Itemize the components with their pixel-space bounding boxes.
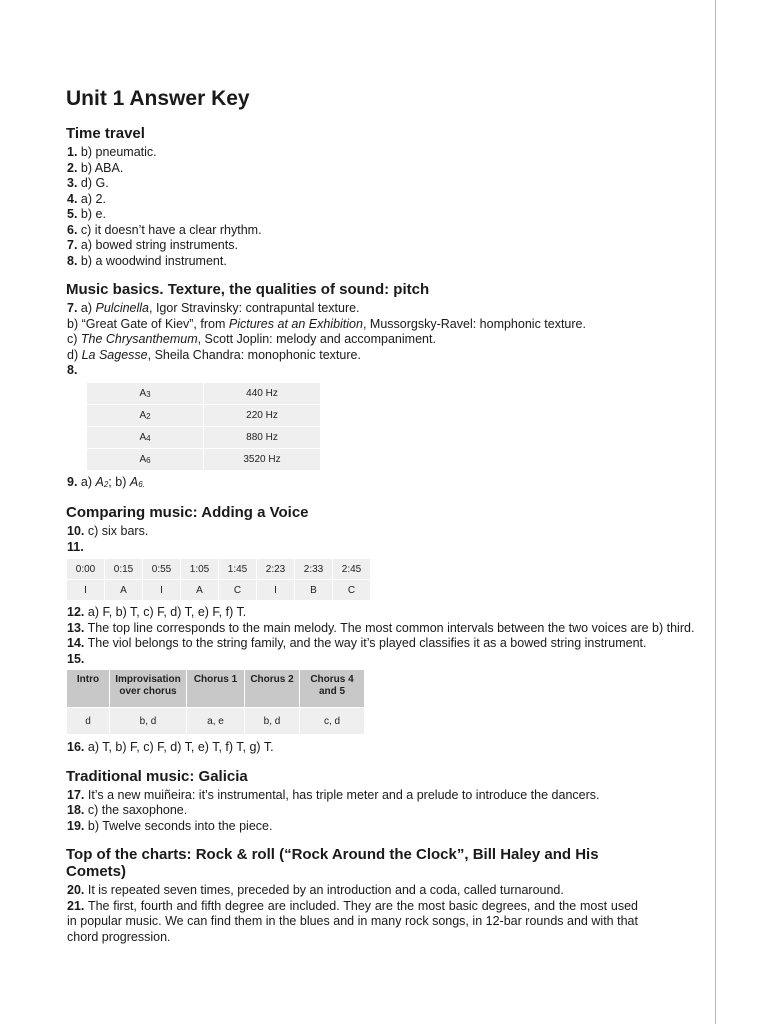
form-header-cell: Chorus 2 [245, 670, 299, 707]
section-heading-music-basics: Music basics. Texture, the qualities of sound: pitch [66, 281, 430, 298]
answer-16 [66, 740, 711, 756]
answer-text: c) the saxophone. [84, 803, 188, 817]
answer-text: , Igor Stravinsky: contrapuntal texture. [149, 301, 360, 315]
answer-number: 21. [67, 898, 85, 913]
answer-item [66, 899, 638, 946]
answer-number: 3. [67, 176, 78, 190]
form-header-cell: Improvisation over chorus [110, 670, 186, 707]
form-header-cell: Chorus 4 and 5 [300, 670, 364, 707]
answer-text: b) pneumatic. [77, 145, 157, 159]
time-cell: 2:45 [333, 559, 370, 579]
answer-text: a) [77, 301, 96, 315]
answer-12 [66, 605, 711, 621]
answer-item [66, 192, 711, 208]
answer-number: 5. [67, 207, 78, 221]
form-value-cell: c, d [300, 708, 364, 734]
answer-number: 1. [67, 145, 78, 159]
answer-text: b) “Great Gate of Kiev”, from [67, 316, 229, 331]
answer-item [66, 238, 711, 254]
time-cell: 2:23 [257, 559, 294, 579]
pitch-row [87, 383, 320, 404]
answer-number: 6. [67, 222, 78, 237]
answer-number: 14. [67, 636, 85, 650]
answer-number: 11. [67, 539, 84, 554]
answer-10 [66, 524, 711, 540]
pitch-note-cell [87, 449, 203, 470]
time-cell: 1:05 [181, 559, 218, 579]
answer-number: 9. [67, 474, 78, 489]
sections-row [67, 580, 370, 600]
answer-item [66, 161, 711, 177]
answer-text: b) a woodwind instrument. [77, 253, 227, 268]
section-cell: A [105, 580, 142, 600]
answer-9 [66, 475, 711, 493]
form-header-cell: Intro [67, 670, 109, 707]
answer-number: 17. [67, 787, 85, 802]
answer-text: a) bowed string instruments. [77, 238, 238, 252]
form-header-row [67, 670, 364, 707]
answer-number: 13. [67, 620, 85, 635]
form-header-cell: Chorus 1 [187, 670, 244, 707]
work-title: Pictures at an Exhibition [228, 316, 363, 331]
answer-number: 16. [67, 740, 85, 754]
note-subscript: 2 [103, 479, 109, 489]
note-subscript: 2 [146, 411, 151, 421]
section-cell: I [67, 580, 104, 600]
answer-number: 15. [67, 651, 85, 666]
answer-item [66, 803, 711, 819]
traditional-answers [66, 788, 711, 835]
answer-item [66, 819, 711, 835]
work-title: La Sagesse [81, 347, 148, 362]
answer-number: 12. [67, 605, 85, 619]
pitch-frequency-table [86, 382, 321, 471]
section-heading-traditional-music: Traditional music: Galicia [66, 767, 248, 785]
form-value-cell: b, d [110, 708, 186, 734]
answer-7d [66, 348, 711, 364]
answer-number: 4. [67, 191, 78, 206]
section-cell: B [295, 580, 332, 600]
song-form-table [66, 669, 365, 735]
answer-text: d) G. [77, 176, 109, 190]
times-row [67, 559, 370, 579]
pitch-note-cell [87, 427, 203, 448]
answer-text: b) e. [77, 207, 106, 221]
answer-8 [66, 363, 711, 379]
pitch-row [87, 449, 320, 470]
note-subscript: 6 [146, 455, 151, 465]
note-subscript: 6. [138, 479, 145, 489]
answer-text: d) [67, 347, 82, 362]
pitch-frequency-cell: 3520 Hz [204, 449, 320, 470]
pitch-note-cell [87, 383, 203, 404]
answer-text: It’s a new muiñeira: it’s instrumental, has triple meter and a prelude to introduce the dancers. [84, 787, 600, 802]
form-values-row [67, 708, 364, 734]
time-sections-table [66, 558, 371, 601]
time-cell: 2:33 [295, 559, 332, 579]
answer-11 [66, 540, 711, 556]
answer-text: a) F, b) T, c) F, d) T, e) F, f) T. [84, 605, 247, 619]
answer-text: a) [77, 474, 96, 489]
note-name: A [129, 474, 139, 489]
answer-15 [66, 652, 711, 668]
note-name: A [139, 453, 147, 465]
answer-text: , Scott Joplin: melody and accompaniment. [197, 332, 436, 346]
answer-text: , Mussorgsky-Ravel: homphonic texture. [362, 316, 586, 331]
answer-text: The first, fourth and fifth degree are included. They are the most basic degrees, and the most used in popular music. We can find them in the blues and in many rock songs, in 12-bar rounds and with that chord progression. [67, 898, 638, 944]
answer-7b [66, 317, 711, 333]
note-name: A [139, 409, 147, 421]
time-travel-answers [66, 145, 711, 269]
section-time-travel [66, 125, 711, 269]
work-title: Pulcinella [95, 301, 150, 315]
answer-text: a) T, b) F, c) F, d) T, e) T, f) T, g) T. [84, 740, 274, 754]
section-traditional-music [66, 768, 711, 835]
work-title: The Chrysanthemum [80, 332, 198, 346]
answer-item [66, 254, 711, 270]
section-cell: I [257, 580, 294, 600]
answer-text: a) 2. [77, 191, 106, 206]
section-heading-time-travel: Time travel [66, 125, 145, 142]
answer-number: 10. [67, 524, 85, 538]
note-name: A [139, 387, 147, 399]
section-cell: I [143, 580, 180, 600]
pitch-frequency-cell: 220 Hz [204, 405, 320, 426]
form-value-cell: a, e [187, 708, 244, 734]
answer-number: 8. [67, 363, 78, 377]
section-cell: A [181, 580, 218, 600]
time-cell: 0:55 [143, 559, 180, 579]
answer-text: b) ABA. [77, 160, 124, 175]
section-cell: C [219, 580, 256, 600]
answer-item [66, 176, 711, 192]
section-heading-top-of-charts: Top of the charts: Rock & roll (“Rock Around the Clock”, Bill Haley and His Comets) [66, 846, 599, 880]
answer-text: c) it doesn’t have a clear rhythm. [77, 222, 262, 237]
pitch-frequency-cell: 880 Hz [204, 427, 320, 448]
form-value-cell: b, d [245, 708, 299, 734]
section-comparing-music [66, 504, 711, 756]
section-top-of-charts [66, 846, 711, 945]
pitch-row [87, 405, 320, 426]
answer-number: 20. [67, 883, 85, 897]
page-title: Unit 1 Answer Key [66, 87, 250, 110]
answer-key-document [66, 86, 711, 957]
pitch-note-cell [87, 405, 203, 426]
answer-text: c) six bars. [84, 524, 149, 538]
answer-text: ; b) [108, 474, 130, 489]
answer-text: It is repeated seven times, preceded by an introduction and a coda, called turnaround. [84, 883, 564, 897]
answer-item [66, 788, 711, 804]
answer-text: b) Twelve seconds into the piece. [84, 818, 273, 833]
answer-item [66, 207, 711, 223]
answer-item [66, 883, 638, 899]
page-edge-line [715, 0, 716, 1024]
answer-item [66, 145, 711, 161]
answer-7 [66, 301, 711, 317]
time-cell: 0:15 [105, 559, 142, 579]
time-cell: 1:45 [219, 559, 256, 579]
note-subscript: 3 [146, 389, 151, 399]
answer-14 [66, 636, 711, 652]
answer-text: c) [67, 332, 81, 346]
section-heading-comparing-music: Comparing music: Adding a Voice [66, 504, 309, 521]
answer-number: 19. [67, 818, 85, 833]
section-music-basics [66, 281, 711, 492]
answer-7c [66, 332, 711, 348]
note-subscript: 4 [146, 433, 151, 443]
answer-item [66, 223, 711, 239]
section-cell: C [333, 580, 370, 600]
answer-number: 7. [67, 301, 78, 315]
note-name: A [139, 431, 147, 443]
answer-number: 8. [67, 253, 78, 268]
time-cell: 0:00 [67, 559, 104, 579]
charts-answers [66, 883, 638, 945]
form-value-cell: d [67, 708, 109, 734]
note-name: A [95, 474, 104, 489]
pitch-row [87, 427, 320, 448]
answer-number: 18. [67, 803, 85, 817]
answer-text: The viol belongs to the string family, and the way it’s played classifies it as a bowed string instrument. [84, 636, 647, 650]
answer-13 [66, 621, 710, 637]
answer-text: , Sheila Chandra: monophonic texture. [147, 347, 361, 362]
answer-number: 7. [67, 238, 78, 252]
answer-text: The top line corresponds to the main melody. The most common intervals between the two voices are b) third. [84, 620, 695, 635]
pitch-frequency-cell: 440 Hz [204, 383, 320, 404]
answer-number: 2. [67, 160, 78, 175]
